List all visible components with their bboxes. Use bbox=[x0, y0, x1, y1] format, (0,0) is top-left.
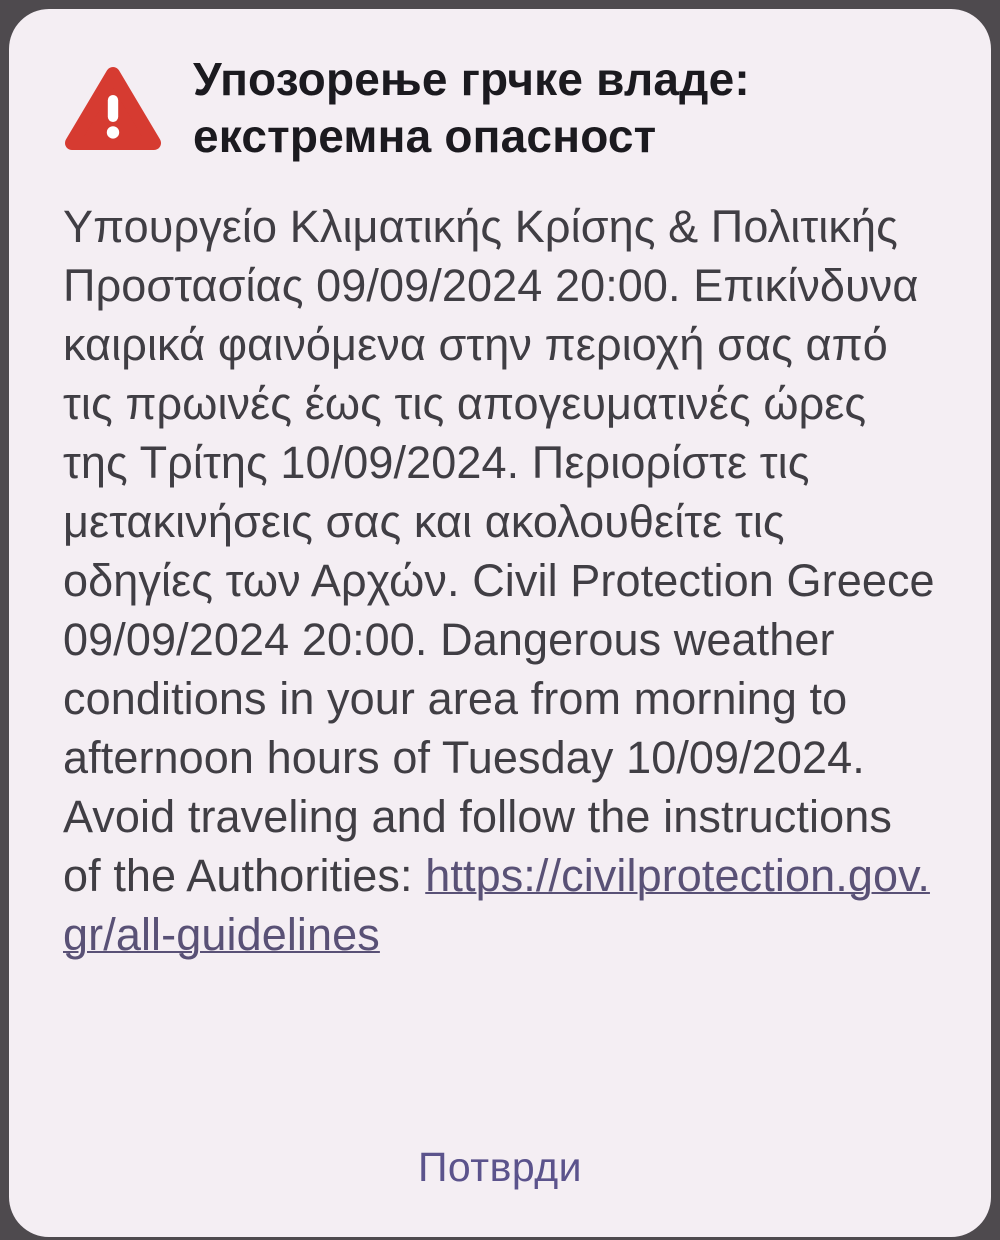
alert-actions bbox=[9, 1130, 991, 1205]
guidelines-link[interactable]: https://civilprotection.gov.gr/all-guidelines bbox=[63, 850, 930, 960]
warning-triangle-icon bbox=[61, 60, 165, 156]
confirm-button[interactable]: Потврди bbox=[378, 1130, 622, 1205]
exclamation-bar bbox=[108, 95, 118, 122]
alert-title: Упозорење грчке владе: екстремна опасност bbox=[193, 53, 750, 162]
alert-message-text: Υπουργείο Κλιματικής Κρίσης & Πολιτικής Προστασίας 09/09/2024 20:00. Επικίνδυνα καιρικά φαινόμενα στην περιοχή σας από τις πρωινές έως τις απογευματινές ώρες της Τρίτης 10/09/2024. Περιορίστε τις μετακινήσεις σας και ακολουθείτε τις οδηγίες των Αρχών. Civil Protection Greece 09/09/2024 20:00. Dangerous weather conditions in your area from morning to afternoon hours of Tuesday 10/09/2024. Avoid traveling and follow the instructions of the Authorities: bbox=[63, 201, 935, 901]
emergency-alert-dialog bbox=[9, 9, 991, 1237]
alert-message bbox=[63, 197, 935, 964]
exclamation-dot bbox=[107, 126, 119, 138]
alert-header bbox=[61, 51, 951, 165]
